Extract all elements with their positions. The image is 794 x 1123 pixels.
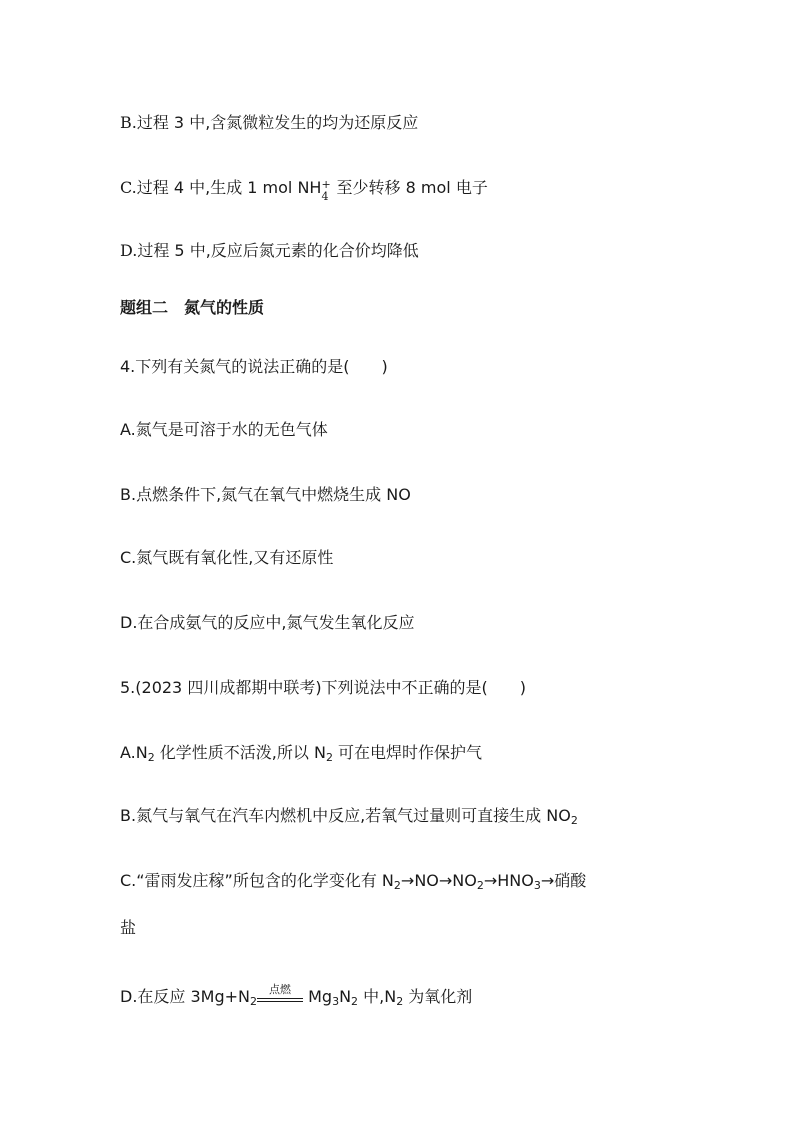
question-4-stem: 4.下列有关氮气的说法正确的是( ) <box>120 357 388 376</box>
question-5-option-c-continuation: 盐 <box>120 918 137 937</box>
question-4-option-d: D.在合成氨气的反应中,氮气发生氧化反应 <box>120 613 415 632</box>
reaction-equals-sign: 点燃 <box>257 994 303 1002</box>
question-5-option-a: $A.N_2$ 化学性质不活泼,所以 $N_2$ 可在电焊时作保护气 <box>120 743 483 764</box>
option-d-process-5: D.过程 5 中,反应后氮元素的化合价均降低 <box>120 241 419 260</box>
ion-charge-index: + 4 <box>321 178 331 203</box>
question-4-option-c: C.氮气既有氧化性,又有还原性 <box>120 548 334 567</box>
question-5-stem: 5.(2023 四川成都期中联考)下列说法中不正确的是( ) <box>120 678 527 697</box>
question-5-option-b: B.氮气与氧气在汽车内燃机中反应,若氧气过量则可直接生成 $NO_2$ <box>120 806 578 827</box>
option-c-process-4: C.过程 4 中,生成 1 mol NH + 4 至少转移 8 mol 电子 <box>120 178 488 203</box>
question-4-option-a: A.氮气是可溶于水的无色气体 <box>120 420 328 439</box>
section-heading: 题组二 氮气的性质 <box>120 298 265 317</box>
option-b-process-3: B.过程 3 中,含氮微粒发生的均为还原反应 <box>120 113 419 132</box>
question-5-option-d: D.在反应 $3Mg+N_2$ 点燃 $Mg_3N_2$ 中$,N_2$ 为氧化剂 <box>120 982 473 1008</box>
question-5-option-c: C.“雷雨发庄稼”所包含的化学变化有 $N_2\to NO\to NO_2\to HNO_3\to$硝酸 <box>120 871 587 892</box>
question-4-option-b: B.点燃条件下,氮气在氧气中燃烧生成 NO <box>120 485 411 504</box>
